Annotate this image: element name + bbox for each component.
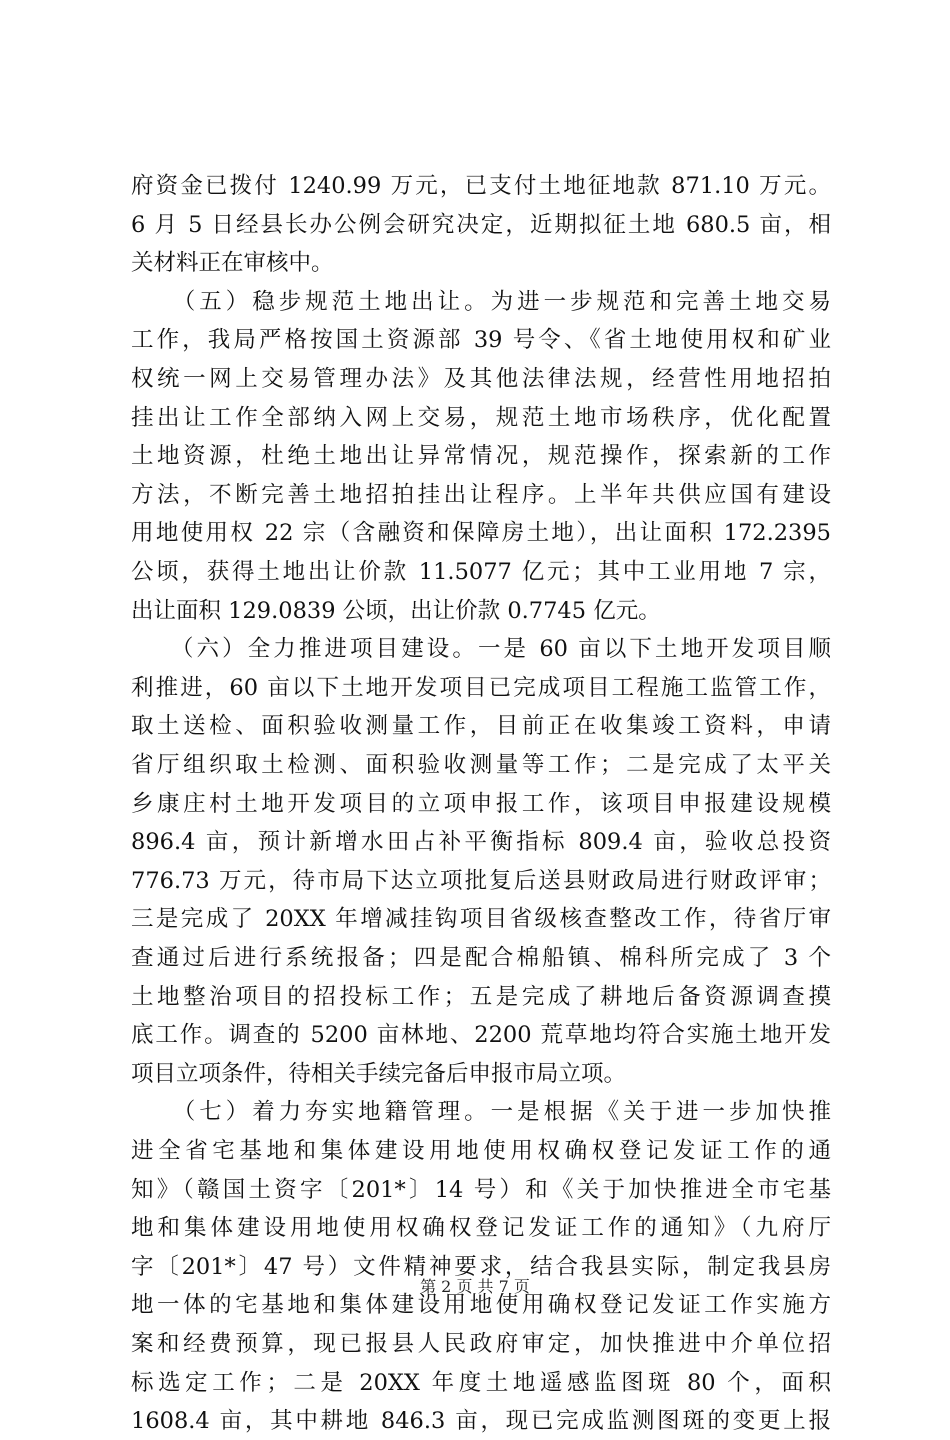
- text-line: 字〔201*〕47 号）文件精神要求，结合我县实际，制定我县房: [131, 1253, 831, 1280]
- text-line: （六）全力推进项目建设。一是 60 亩以下土地开发项目顺: [131, 636, 831, 663]
- text-line: 公顷，获得土地出让价款 11.5077 亿元；其中工业用地 7 宗，: [131, 559, 831, 585]
- text-line: 挂出让工作全部纳入网上交易，规范土地市场秩序，优化配置: [131, 404, 831, 431]
- page-footer: 第 2 页 共 7 页: [420, 1277, 530, 1296]
- text-line: 出让面积 129.0839 公顷，出让价款 0.7745 亿元。: [131, 597, 661, 624]
- text-line: 底工作。调查的 5200 亩林地、2200 荒草地均符合实施土地开发: [131, 1022, 831, 1049]
- text-line: 标选定工作；二是 20XX 年度土地遥感监图斑 80 个，面积: [131, 1369, 831, 1396]
- text-line: 权统一网上交易管理办法》及其他法律法规，经营性用地招拍: [131, 366, 831, 392]
- text-line: 取土送检、面积验收测量工作，目前正在收集竣工资料，申请: [131, 713, 831, 740]
- text-line: 案和经费预算，现已报县人民政府审定，加快推进中介单位招: [131, 1331, 831, 1357]
- text-line: （五）稳步规范土地出让。为进一步规范和完善土地交易: [131, 288, 831, 315]
- text-line: 土地资源，杜绝土地出让异常情况，规范操作，探索新的工作: [131, 443, 831, 470]
- text-line: 项目立项条件，待相关手续完备后申报市局立项。: [131, 1060, 627, 1087]
- text-line: 查通过后进行系统报备；四是配合棉船镇、棉科所完成了 3 个: [131, 945, 831, 971]
- text-line: 三是完成了 20XX 年增减挂钩项目省级核查整改工作，待省厅审: [131, 906, 831, 933]
- text-line: 6 月 5 日经县长办公例会研究决定，近期拟征土地 680.5 亩，相: [131, 211, 831, 238]
- text-line: 关材料正在审核中。: [131, 250, 334, 277]
- text-line: 进全省宅基地和集体建设用地使用权确权登记发证工作的通: [131, 1138, 831, 1164]
- text-line: 地和集体建设用地使用权确权登记发证工作的通知》（九府厅: [131, 1215, 831, 1242]
- text-line: 利推进，60 亩以下土地开发项目已完成项目工程施工监管工作，: [131, 674, 831, 701]
- text-line: 省厅组织取土检测、面积验收测量等工作；二是完成了太平关: [131, 752, 831, 778]
- text-line: 乡康庄村土地开发项目的立项申报工作，该项目申报建设规模: [131, 790, 831, 817]
- text-line: （七）着力夯实地籍管理。一是根据《关于进一步加快推: [131, 1099, 831, 1126]
- text-line: 用地使用权 22 宗（含融资和保障房土地），出让面积 172.2395: [131, 520, 831, 547]
- text-line: 方法，不断完善土地招拍挂出让程序。上半年共供应国有建设: [131, 481, 831, 508]
- text-line: 府资金已拨付 1240.99 万元，已支付土地征地款 871.10 万元。: [131, 173, 831, 199]
- text-line: 776.73 万元，待市局下达立项批复后送县财政局进行财政评审；: [131, 867, 831, 894]
- text-line: 1608.4 亩，其中耕地 846.3 亩，现已完成监测图斑的变更上报: [131, 1408, 831, 1435]
- text-line: 896.4 亩，预计新增水田占补平衡指标 809.4 亩，验收总投资: [131, 829, 831, 856]
- text-line: 工作，我局严格按国土资源部 39 号令、《省土地使用权和矿业: [131, 327, 831, 354]
- text-line: 地一体的宅基地和集体建设用地使用确权登记发证工作实施方: [131, 1292, 831, 1319]
- text-line: 知》（赣国土资字〔201*〕14 号）和《关于加快推进全市宅基: [131, 1176, 831, 1203]
- text-line: 土地整治项目的招投标工作；五是完成了耕地后备资源调查摸: [131, 983, 831, 1010]
